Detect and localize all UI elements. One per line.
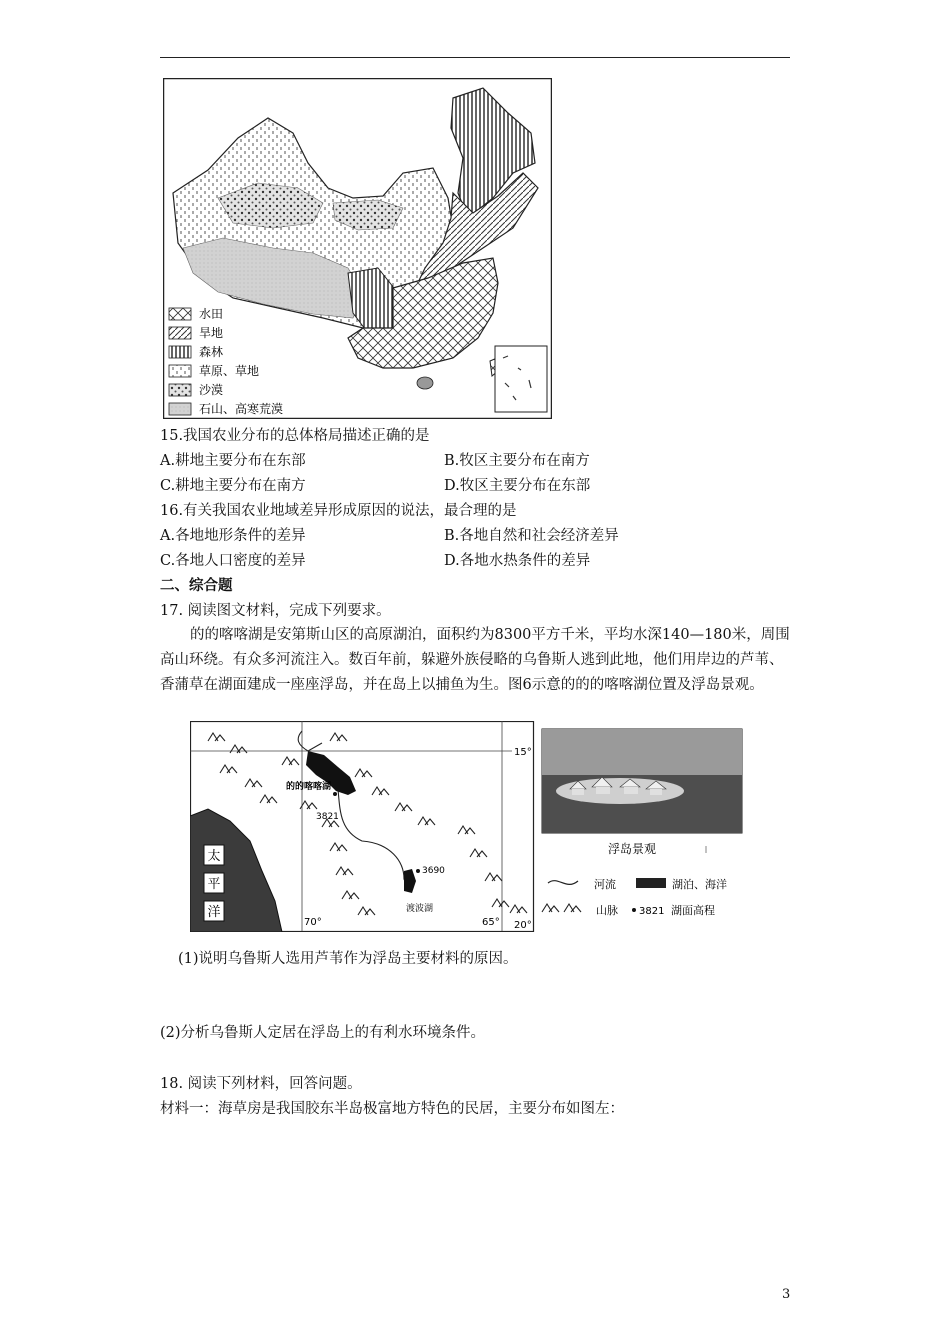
q17-paragraph: 的的喀喀湖是安第斯山区的高原湖泊，面积约为8300平方千米，平均水深140—180米，周围高山环绕。有众多河流注入。数百年前，躲避外族侵略的乌鲁斯人逃到此地，他们用岸边的芦苇、香蒲草在湖面建成一座座浮岛，并在岛上以捕鱼为生。图6示意的的的喀喀湖位置及浮岛景观。 <box>160 627 790 693</box>
legend-grassland: 草原、草地 <box>199 364 260 378</box>
lake-titicaca-label: 的的喀喀湖 <box>286 782 332 792</box>
lat-15: 15° <box>514 747 532 758</box>
legend-paddy: 水田 <box>199 307 224 321</box>
q16-option-a: A.各地地形条件的差异 <box>160 528 306 544</box>
q15-option-b: B.牧区主要分布在南方 <box>444 453 590 469</box>
elevation-3821: 3821 <box>316 812 339 822</box>
elevation-3690: 3690 <box>422 866 445 876</box>
legend-forest: 森林 <box>199 345 224 359</box>
q16-option-d: D.各地水热条件的差异 <box>444 553 591 569</box>
svg-text:太: 太 <box>207 849 221 864</box>
legend-lake: 湖泊、海洋 <box>672 878 727 891</box>
section-title: 二、综合题 <box>160 577 233 594</box>
q16-stem: 16.有关我国农业地域差异形成原因的说法，最合理的是 <box>160 503 517 519</box>
legend-desert: 沙漠 <box>199 383 224 397</box>
q16-option-b: B.各地自然和社会经济差异 <box>444 528 619 544</box>
lon-70: 70° <box>304 917 322 928</box>
lat-20: 20° <box>514 920 532 931</box>
ocean-label <box>204 845 224 921</box>
photo-caption: 浮岛景观 <box>608 842 657 856</box>
legend-elev: 湖面高程 <box>671 904 715 917</box>
titicaca-figure <box>190 721 745 932</box>
q16-option-c: C.各地人口密度的差异 <box>160 553 306 569</box>
q18-stem: 18. 阅读下列材料，回答问题。 <box>160 1076 362 1092</box>
q17-stem: 17. 阅读图文材料，完成下列要求。 <box>160 603 391 619</box>
q18-material: 材料一：海草房是我国胶东半岛极富地方特色的民居，主要分布如图左： <box>160 1101 624 1117</box>
legend-elev-value: 3821 <box>639 906 665 917</box>
map2-legend <box>542 877 727 917</box>
china-agriculture-map <box>163 78 552 419</box>
floating-island-photo <box>542 729 742 833</box>
lon-65: 65° <box>482 917 500 928</box>
legend-river: 河流 <box>594 878 616 891</box>
q15-option-a: A.耕地主要分布在东部 <box>160 453 306 469</box>
header-rule <box>160 57 790 58</box>
svg-text:洋: 洋 <box>207 905 221 920</box>
q17-sub1: (1)说明乌鲁斯人选用芦苇作为浮岛主要材料的原因。 <box>178 951 518 967</box>
legend-mountain: 山脉 <box>596 904 618 917</box>
svg-text:平: 平 <box>207 877 221 892</box>
q17-sub2: (2)分析乌鲁斯人定居在浮岛上的有利水环境条件。 <box>160 1025 486 1041</box>
q15-option-c: C.耕地主要分布在南方 <box>160 478 306 494</box>
lake-poopo-label: 渡波湖 <box>406 904 434 914</box>
page-number: 3 <box>782 1287 791 1302</box>
q15-stem: 15.我国农业分布的总体格局描述正确的是 <box>160 428 430 444</box>
q15-option-d: D.牧区主要分布在东部 <box>444 478 591 494</box>
legend-dryland: 旱地 <box>199 326 224 340</box>
legend-barren: 石山、高寒荒漠 <box>199 402 284 416</box>
